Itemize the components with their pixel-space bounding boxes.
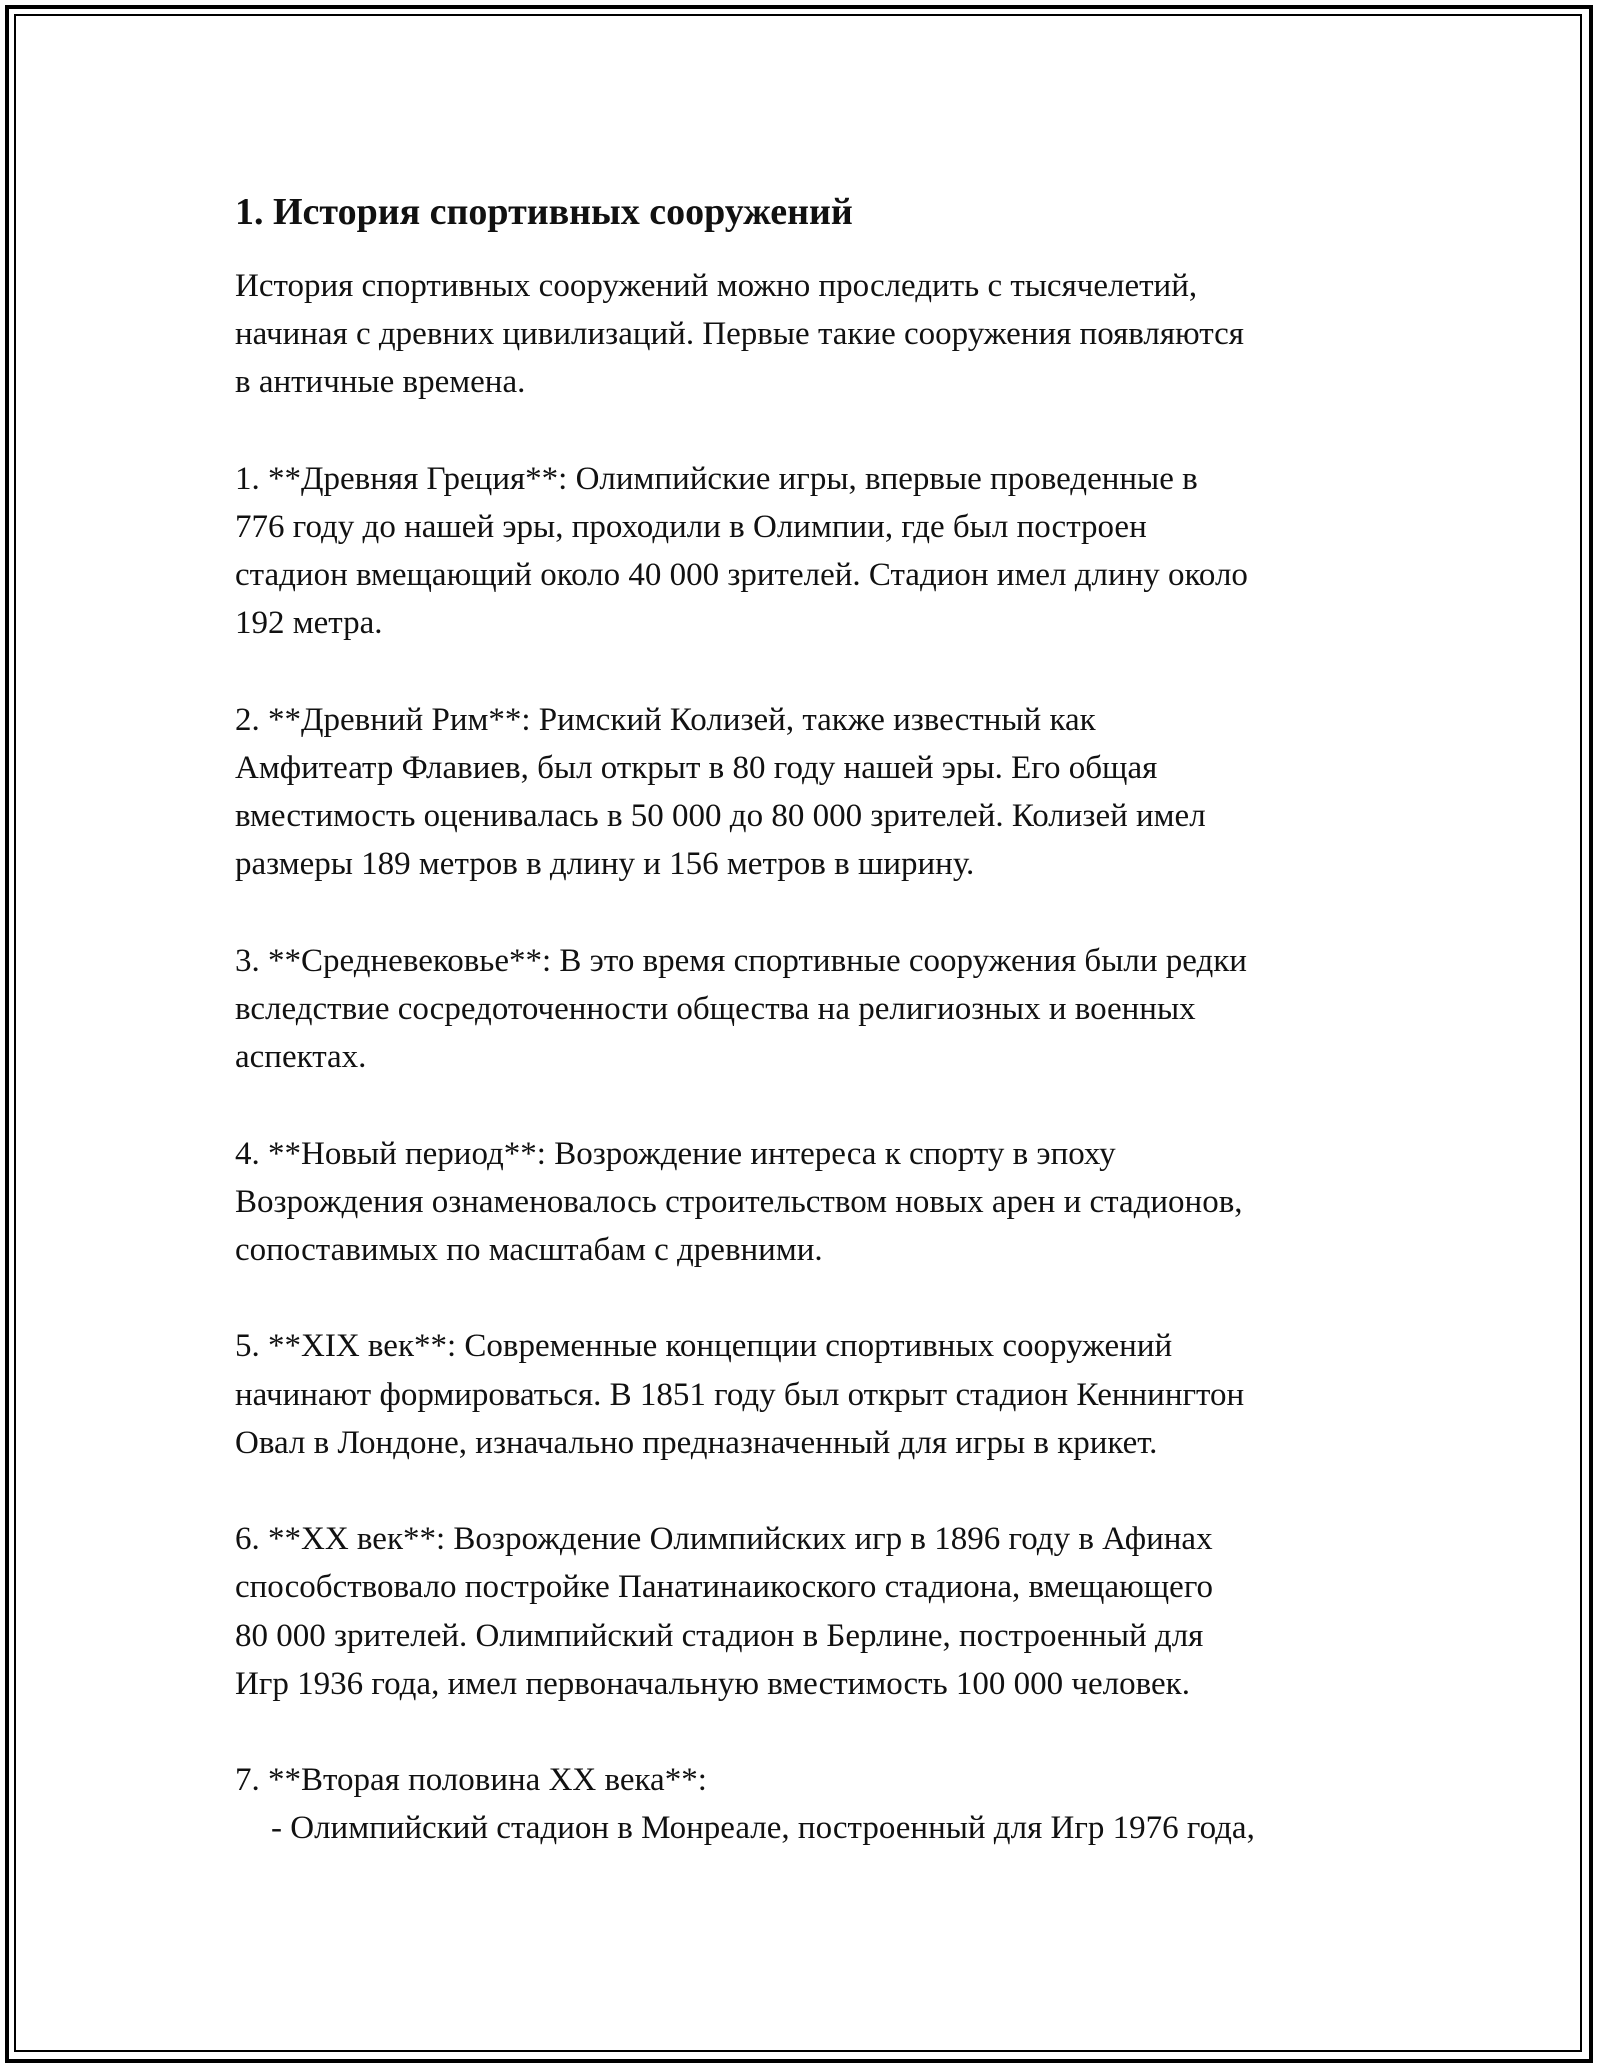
list-item-late-20th-century [235,1756,1375,1852]
text-line: начиная с древних цивилизаций. Первые такие сооружения появляются [235,316,1244,353]
text-line: 2. **Древний Рим**: Римский Колизей, также известный как [235,701,1096,738]
text-line: в античные времена. [235,364,526,401]
list-item-19th-century [235,1322,1375,1467]
list-item-20th-century [235,1515,1375,1708]
text-line: начинают формироваться. В 1851 году был открыт стадион Кеннингтон [235,1376,1245,1413]
list-item-ancient-greece [235,455,1375,648]
text-line: сопоставимых по масштабам с древними. [235,1232,823,1268]
text-line: 776 году до нашей эры, проходили в Олимпии, где был построен [235,509,1147,545]
section-heading: 1. История спортивных сооружений [235,191,853,233]
text-line: История спортивных сооружений можно проследить с тысячелетий, [235,268,1198,304]
text-line: аспектах. [235,1039,367,1076]
text-line: 5. **XIX век**: Современные концепции спортивных сооружений [235,1328,1173,1365]
text-line: 4. **Новый период**: Возрождение интереса к спорту в эпоху [235,1135,1116,1172]
text-line: 1. **Древняя Греция**: Олимпийские игры, впервые проведенные в [235,460,1198,497]
text-line: стадион вмещающий около 40 000 зрителей. Стадион имел длину около [235,557,1248,594]
text-line: Возрождения ознаменовалось строительством новых арен и стадионов, [235,1183,1243,1220]
text-line: Амфитеатр Флавиев, был открыт в 80 году нашей эры. Его общая [235,750,1158,786]
text-line: 80 000 зрителей. Олимпийский стадион в Берлине, построенный для [235,1617,1204,1654]
text-line: 6. **XX век**: Возрождение Олимпийских игр в 1896 году в Афинах [235,1521,1213,1558]
list-item-ancient-rome [235,696,1375,889]
text-line: 3. **Средневековье**: В это время спортивные сооружения были редки [235,942,1247,979]
text-line: вместимость оценивалась в 50 000 до 80 000 зрителей. Колизей имел [235,798,1206,835]
sub-list-item: - Олимпийский стадион в Монреале, построенный для Игр 1976 года, [271,1810,1255,1847]
text-line: Овал в Лондоне, изначально предназначенный для игры в крикет. [235,1424,1158,1461]
text-line: способствовало постройке Панатинаикоского стадиона, вмещающего [235,1569,1214,1606]
document-body [235,186,1375,1853]
text-line: 7. **Вторая половина XX века**: [235,1762,707,1799]
text-line: Игр 1936 года, имел первоначальную вместимость 100 000 человек. [235,1665,1190,1702]
intro-paragraph [235,262,1375,407]
text-line: размеры 189 метров в длину и 156 метров в ширину. [235,846,975,883]
text-line: 192 метра. [235,605,383,642]
list-item-middle-ages [235,937,1375,1082]
list-item-new-period [235,1130,1375,1275]
text-line: вследствие сосредоточенности общества на религиозных и военных [235,991,1196,1027]
